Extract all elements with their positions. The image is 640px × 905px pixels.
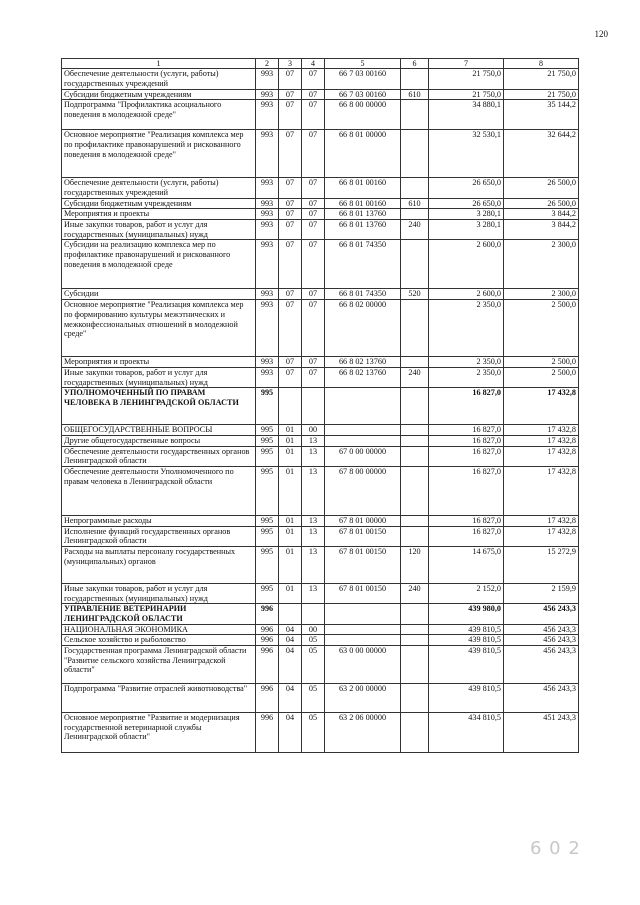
table-row [62,240,579,289]
table-row [62,388,579,425]
table-row [62,300,579,357]
cell-col-7: 439 810,5 [429,645,504,683]
cell-col-6 [401,683,429,712]
cell-col-7: 2 152,0 [429,583,504,603]
cell-col-7: 2 350,0 [429,367,504,387]
cell-col-1: Субсидии на реализацию комплекса мер по профилактике правонарушений и рискованного поведения в молодежной среде [62,240,256,289]
table-row [62,526,579,546]
cell-col-4: 07 [302,300,325,357]
cell-col-5 [325,425,401,436]
cell-col-6 [401,712,429,752]
cell-col-5: 66 8 01 00160 [325,178,401,198]
table-row [62,357,579,368]
cell-col-3: 04 [279,635,302,646]
cell-col-5: 66 8 01 74350 [325,289,401,300]
cell-col-7: 16 827,0 [429,425,504,436]
cell-col-8: 15 272,9 [504,546,579,583]
cell-col-8: 21 750,0 [504,89,579,100]
table-row [62,198,579,209]
cell-col-7: 16 827,0 [429,515,504,526]
cell-col-3: 01 [279,526,302,546]
cell-col-3 [279,388,302,425]
cell-col-1: Мероприятия и проекты [62,209,256,220]
cell-col-4: 13 [302,446,325,466]
cell-col-4: 00 [302,425,325,436]
cell-col-1: Иные закупки товаров, работ и услуг для государственных (муниципальных) нужд [62,220,256,240]
cell-col-7: 434 810,5 [429,712,504,752]
table-row [62,435,579,446]
cell-col-1: УПОЛНОМОЧЕННЫЙ ПО ПРАВАМ ЧЕЛОВЕКА В ЛЕНИНГРАДСКОЙ ОБЛАСТИ [62,388,256,425]
cell-col-6 [401,130,429,178]
cell-col-5: 63 2 00 00000 [325,683,401,712]
cell-col-2: 996 [256,645,279,683]
cell-col-1: Мероприятия и проекты [62,357,256,368]
cell-col-2: 995 [256,515,279,526]
cell-col-5: 67 8 01 00000 [325,515,401,526]
cell-col-5 [325,624,401,635]
cell-col-6: 240 [401,583,429,603]
cell-col-1: Подпрограмма "Развитие отраслей животноводства" [62,683,256,712]
cell-col-4: 07 [302,289,325,300]
table-row [62,100,579,130]
cell-col-3: 04 [279,712,302,752]
cell-col-8: 456 243,3 [504,604,579,624]
cell-col-1: Субсидии бюджетным учреждениям [62,89,256,100]
cell-col-1: Иные закупки товаров, работ и услуг для государственных (муниципальных) нужд [62,583,256,603]
cell-col-8: 32 644,2 [504,130,579,178]
cell-col-5: 66 8 01 13760 [325,209,401,220]
cell-col-2: 995 [256,435,279,446]
cell-col-3: 04 [279,624,302,635]
cell-col-3: 01 [279,515,302,526]
cell-col-3: 07 [279,100,302,130]
cell-col-2: 993 [256,198,279,209]
table-row [62,583,579,603]
table-row [62,546,579,583]
cell-col-5: 67 8 00 00000 [325,466,401,515]
table-row [62,604,579,624]
cell-col-7: 14 675,0 [429,546,504,583]
cell-col-8: 2 500,0 [504,367,579,387]
cell-col-4: 13 [302,435,325,446]
cell-col-3: 04 [279,645,302,683]
cell-col-1: УПРАВЛЕНИЕ ВЕТЕРИНАРИИ ЛЕНИНГРАДСКОЙ ОБЛАСТИ [62,604,256,624]
cell-col-6 [401,178,429,198]
cell-col-5: 67 8 01 00150 [325,546,401,583]
cell-col-2: 996 [256,604,279,624]
cell-col-6: 240 [401,367,429,387]
cell-col-3: 01 [279,435,302,446]
cell-col-2: 993 [256,300,279,357]
cell-col-7: 16 827,0 [429,435,504,446]
cell-col-3: 07 [279,178,302,198]
cell-col-3: 07 [279,220,302,240]
cell-col-8: 26 500,0 [504,198,579,209]
cell-col-8: 2 159,9 [504,583,579,603]
cell-col-8: 456 243,3 [504,683,579,712]
cell-col-8: 17 432,8 [504,425,579,436]
cell-col-4: 05 [302,635,325,646]
cell-col-5: 66 8 01 00160 [325,198,401,209]
cell-col-4: 00 [302,624,325,635]
cell-col-4: 07 [302,367,325,387]
cell-col-6 [401,466,429,515]
cell-col-3: 01 [279,583,302,603]
budget-table [61,58,579,753]
cell-col-2: 993 [256,100,279,130]
cell-col-6 [401,100,429,130]
cell-col-6 [401,209,429,220]
cell-col-7: 26 650,0 [429,178,504,198]
table-row [62,635,579,646]
cell-col-2: 995 [256,583,279,603]
cell-col-5: 66 8 01 13760 [325,220,401,240]
cell-col-2: 993 [256,367,279,387]
cell-col-1: Обеспечение деятельности (услуги, работы) государственных учреждений [62,69,256,89]
cell-col-5: 63 2 06 00000 [325,712,401,752]
table-row [62,367,579,387]
cell-col-4: 07 [302,198,325,209]
cell-col-7: 21 750,0 [429,69,504,89]
table-row [62,178,579,198]
cell-col-4: 05 [302,645,325,683]
table-row [62,515,579,526]
cell-col-6 [401,526,429,546]
cell-col-2: 996 [256,635,279,646]
cell-col-3: 01 [279,446,302,466]
cell-col-3: 01 [279,466,302,515]
cell-col-5: 66 8 02 13760 [325,357,401,368]
page-stamp: 6 0 2 [530,838,581,859]
cell-col-3: 07 [279,69,302,89]
cell-col-8: 2 500,0 [504,300,579,357]
cell-col-2: 995 [256,526,279,546]
cell-col-4: 07 [302,89,325,100]
cell-col-2: 993 [256,357,279,368]
table-row [62,220,579,240]
cell-col-8: 456 243,3 [504,645,579,683]
cell-col-7: 2 350,0 [429,357,504,368]
cell-col-7: 2 600,0 [429,289,504,300]
cell-col-2: 993 [256,220,279,240]
cell-col-4: 13 [302,466,325,515]
cell-col-1: Государственная программа Ленинградской области "Развитие сельского хозяйства Ленинградской области" [62,645,256,683]
cell-col-6: 240 [401,220,429,240]
cell-col-4: 07 [302,357,325,368]
table-body [62,69,579,752]
cell-col-2: 995 [256,388,279,425]
cell-col-6 [401,635,429,646]
column-header-5: 5 [325,59,401,69]
cell-col-1: Непрограммные расходы [62,515,256,526]
cell-col-3: 07 [279,240,302,289]
column-header-4: 4 [302,59,325,69]
cell-col-5 [325,435,401,446]
cell-col-8: 17 432,8 [504,466,579,515]
table-row [62,69,579,89]
cell-col-8: 17 432,8 [504,526,579,546]
cell-col-7: 3 280,1 [429,220,504,240]
cell-col-5: 66 8 00 00000 [325,100,401,130]
cell-col-6 [401,388,429,425]
cell-col-6: 120 [401,546,429,583]
cell-col-1: Обеспечение деятельности Уполномоченного по правам человека в Ленинградской области [62,466,256,515]
cell-col-7: 21 750,0 [429,89,504,100]
cell-col-1: Подпрограмма "Профилактика асоциального поведения в молодежной среде" [62,100,256,130]
cell-col-3: 07 [279,289,302,300]
cell-col-4: 13 [302,526,325,546]
cell-col-8: 17 432,8 [504,435,579,446]
cell-col-1: Другие общегосударственные вопросы [62,435,256,446]
column-header-7: 7 [429,59,504,69]
table-row [62,466,579,515]
cell-col-7: 439 980,0 [429,604,504,624]
cell-col-7: 34 880,1 [429,100,504,130]
column-header-6: 6 [401,59,429,69]
cell-col-5: 66 7 03 00160 [325,89,401,100]
cell-col-7: 2 600,0 [429,240,504,289]
cell-col-3 [279,604,302,624]
table-row [62,446,579,466]
cell-col-6 [401,515,429,526]
cell-col-2: 993 [256,178,279,198]
cell-col-7: 26 650,0 [429,198,504,209]
cell-col-7: 16 827,0 [429,526,504,546]
cell-col-2: 995 [256,446,279,466]
cell-col-4: 07 [302,178,325,198]
cell-col-6 [401,645,429,683]
cell-col-4: 07 [302,130,325,178]
cell-col-1: Субсидии бюджетным учреждениям [62,198,256,209]
cell-col-5: 66 8 01 00000 [325,130,401,178]
table-row [62,130,579,178]
cell-col-8: 3 844,2 [504,220,579,240]
cell-col-3: 07 [279,300,302,357]
table-row [62,89,579,100]
cell-col-2: 993 [256,69,279,89]
cell-col-6 [401,624,429,635]
cell-col-7: 16 827,0 [429,466,504,515]
cell-col-7: 439 810,5 [429,635,504,646]
cell-col-1: ОБЩЕГОСУДАРСТВЕННЫЕ ВОПРОСЫ [62,425,256,436]
cell-col-5 [325,635,401,646]
cell-col-1: Основное мероприятие "Развитие и модернизация государственной ветеринарной службы Ленинградской области" [62,712,256,752]
page-number: 120 [594,29,608,39]
cell-col-8: 2 300,0 [504,289,579,300]
cell-col-8: 3 844,2 [504,209,579,220]
cell-col-3: 07 [279,367,302,387]
cell-col-7: 16 827,0 [429,388,504,425]
cell-col-6 [401,240,429,289]
cell-col-4: 07 [302,209,325,220]
cell-col-3: 07 [279,130,302,178]
cell-col-6 [401,425,429,436]
cell-col-4: 07 [302,240,325,289]
cell-col-8: 35 144,2 [504,100,579,130]
cell-col-6 [401,300,429,357]
cell-col-8: 21 750,0 [504,69,579,89]
cell-col-8: 17 432,8 [504,388,579,425]
column-header-1: 1 [62,59,256,69]
cell-col-1: НАЦИОНАЛЬНАЯ ЭКОНОМИКА [62,624,256,635]
cell-col-6: 520 [401,289,429,300]
cell-col-3: 07 [279,198,302,209]
cell-col-6: 610 [401,89,429,100]
cell-col-3: 01 [279,425,302,436]
table-row [62,645,579,683]
cell-col-5: 67 0 00 00000 [325,446,401,466]
cell-col-7: 16 827,0 [429,446,504,466]
cell-col-7: 439 810,5 [429,624,504,635]
cell-col-4 [302,604,325,624]
cell-col-8: 456 243,3 [504,624,579,635]
cell-col-5: 63 0 00 00000 [325,645,401,683]
cell-col-4: 05 [302,712,325,752]
cell-col-2: 995 [256,425,279,436]
cell-col-5 [325,388,401,425]
cell-col-4: 07 [302,220,325,240]
table-row [62,624,579,635]
cell-col-7: 439 810,5 [429,683,504,712]
cell-col-8: 17 432,8 [504,446,579,466]
cell-col-5: 67 8 01 00150 [325,583,401,603]
cell-col-1: Обеспечение деятельности государственных органов Ленинградской области [62,446,256,466]
table-row [62,289,579,300]
cell-col-4 [302,388,325,425]
cell-col-8: 26 500,0 [504,178,579,198]
cell-col-1: Иные закупки товаров, работ и услуг для государственных (муниципальных) нужд [62,367,256,387]
cell-col-8: 2 500,0 [504,357,579,368]
cell-col-4: 05 [302,683,325,712]
cell-col-4: 13 [302,515,325,526]
cell-col-2: 993 [256,240,279,289]
cell-col-7: 2 350,0 [429,300,504,357]
cell-col-3: 07 [279,89,302,100]
cell-col-2: 993 [256,130,279,178]
cell-col-8: 2 300,0 [504,240,579,289]
cell-col-5: 67 8 01 00150 [325,526,401,546]
table-row [62,425,579,436]
cell-col-6: 610 [401,198,429,209]
cell-col-3: 07 [279,209,302,220]
table-row [62,209,579,220]
column-header-2: 2 [256,59,279,69]
cell-col-2: 993 [256,89,279,100]
cell-col-6 [401,69,429,89]
cell-col-7: 3 280,1 [429,209,504,220]
cell-col-5: 66 7 03 00160 [325,69,401,89]
cell-col-8: 451 243,3 [504,712,579,752]
cell-col-6 [401,604,429,624]
cell-col-1: Основное мероприятие "Реализация комплекса мер по формированию культуры межэтнических и межконфессиональных отношений в молодежной среде" [62,300,256,357]
cell-col-3: 07 [279,357,302,368]
cell-col-2: 993 [256,209,279,220]
cell-col-6 [401,446,429,466]
cell-col-4: 07 [302,69,325,89]
cell-col-1: Обеспечение деятельности (услуги, работы) государственных учреждений [62,178,256,198]
cell-col-6 [401,357,429,368]
cell-col-8: 456 243,3 [504,635,579,646]
cell-col-1: Основное мероприятие "Реализация комплекса мер по профилактике правонарушений и рискованного поведения в молодежной среде" [62,130,256,178]
cell-col-4: 13 [302,546,325,583]
table-row [62,712,579,752]
cell-col-1: Расходы на выплаты персоналу государственных (муниципальных) органов [62,546,256,583]
cell-col-2: 995 [256,546,279,583]
cell-col-3: 01 [279,546,302,583]
cell-col-5 [325,604,401,624]
column-header-3: 3 [279,59,302,69]
cell-col-1: Исполнение функций государственных органов Ленинградской области [62,526,256,546]
cell-col-2: 993 [256,289,279,300]
cell-col-4: 13 [302,583,325,603]
cell-col-5: 66 8 02 13760 [325,367,401,387]
cell-col-2: 996 [256,683,279,712]
cell-col-3: 04 [279,683,302,712]
column-header-8: 8 [504,59,579,69]
cell-col-4: 07 [302,100,325,130]
cell-col-1: Сельское хозяйство и рыболовство [62,635,256,646]
table-row [62,683,579,712]
cell-col-8: 17 432,8 [504,515,579,526]
cell-col-2: 995 [256,466,279,515]
cell-col-2: 996 [256,712,279,752]
cell-col-5: 66 8 02 00000 [325,300,401,357]
cell-col-2: 996 [256,624,279,635]
cell-col-7: 32 530,1 [429,130,504,178]
header-row [62,59,579,69]
cell-col-5: 66 8 01 74350 [325,240,401,289]
cell-col-6 [401,435,429,446]
cell-col-1: Субсидии [62,289,256,300]
